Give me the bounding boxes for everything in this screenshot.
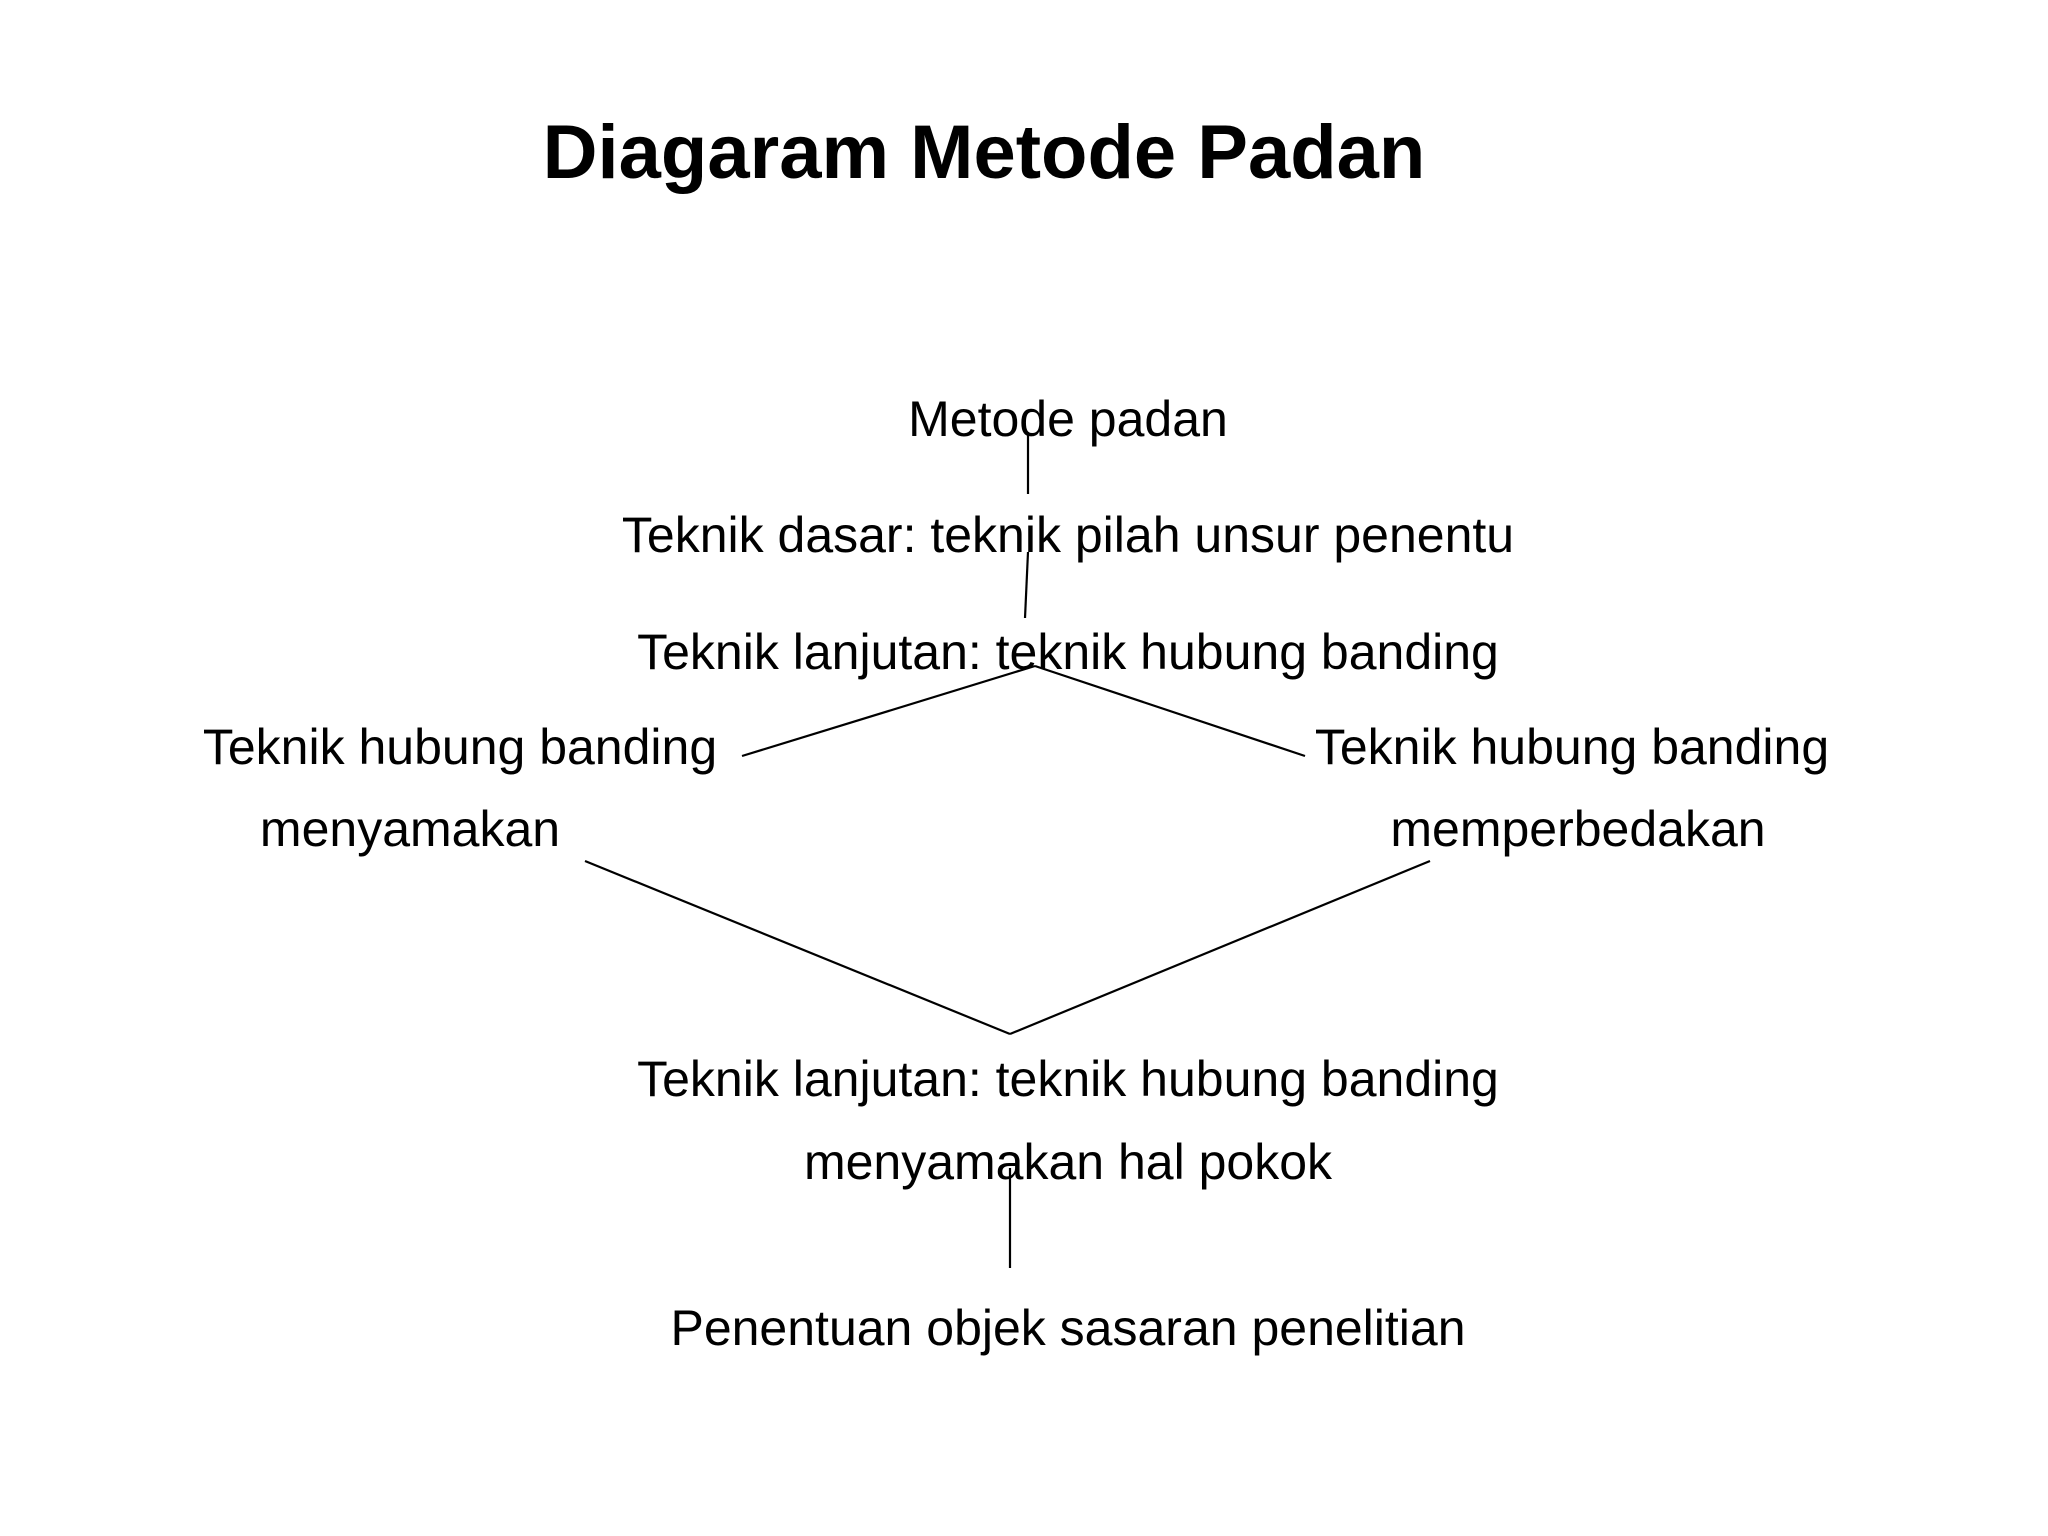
slide-title: Diagaram Metode Padan [542, 110, 1426, 195]
node-right-line2: memperbedakan [1390, 801, 1766, 857]
connector-right-to-bottom [1010, 861, 1430, 1034]
node-teknik-lanjutan-2-line1: Teknik lanjutan: teknik hubung banding [637, 1051, 1499, 1107]
node-penentuan: Penentuan objek sasaran penelitian [670, 1300, 1466, 1356]
node-metode-padan: Metode padan [908, 391, 1228, 447]
node-left-line1: Teknik hubung banding [202, 719, 718, 775]
node-left-line2: menyamakan [259, 801, 561, 857]
node-teknik-dasar: Teknik dasar: teknik pilah unsur penentu [621, 507, 1515, 563]
connector-left-to-bottom [585, 861, 1010, 1034]
node-right-line1: Teknik hubung banding [1314, 719, 1830, 775]
node-teknik-lanjutan: Teknik lanjutan: teknik hubung banding [637, 624, 1499, 680]
node-teknik-lanjutan-2-line2: menyamakan hal pokok [803, 1134, 1333, 1190]
